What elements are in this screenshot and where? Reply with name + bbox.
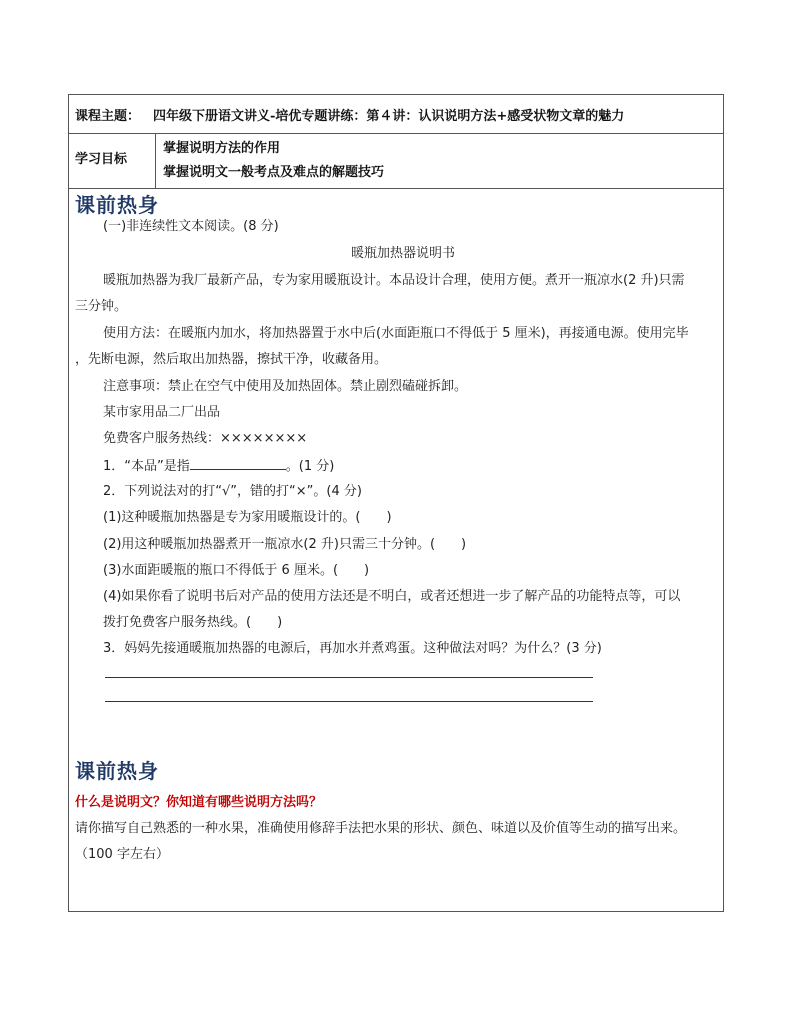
header-divider [69, 133, 723, 134]
manual-title: 暖瓶加热器说明书 [351, 246, 456, 261]
question-1 [103, 457, 334, 475]
manual-para2-line1: 使用方法：在暖瓶内加水，将加热器置于水中后(水面距瓶口不得低于 5 厘米)，再接通电源。使用完毕 [103, 326, 689, 341]
question-1-blank[interactable] [190, 457, 286, 470]
question-2-item-4-line2: 拨打免费客户服务热线。( ) [103, 615, 283, 630]
manual-para2-line2: ，先断电源，然后取出加热器，擦拭干净，收藏备用。 [75, 352, 388, 367]
lesson-document [68, 94, 724, 912]
question-1-suffix: 。(1 分) [285, 459, 335, 474]
topic-label: 课程主题： [75, 109, 141, 124]
question-2-item-2: (2)用这种暖瓶加热器煮开一瓶凉水(2 升)只需三十分钟。( ) [103, 537, 467, 552]
topic-value: 四年级下册语文讲义-培优专题讲练：第４讲：认识说明方法+感受状物文章的魅力 [153, 109, 625, 124]
reading-intro: (一)非连续性文本阅读。(8 分) [103, 219, 279, 234]
goal-item-1: 掌握说明方法的作用 [163, 141, 281, 156]
goal-label: 学习目标 [75, 152, 128, 167]
question-2-item-1: (1)这种暖瓶加热器是专为家用暖瓶设计的。( ) [103, 510, 392, 525]
section-heading-warmup-2: 课前热身 [75, 759, 159, 783]
manual-para1-line2: 三分钟。 [75, 299, 128, 314]
writing-task-line2: （100 字左右） [75, 847, 169, 862]
goal-item-2: 掌握说明文一般考点及难点的解题技巧 [163, 165, 385, 180]
manual-hotline: 免费客户服务热线：×××××××× [103, 431, 308, 446]
answer-line-2[interactable] [105, 701, 593, 702]
goal-divider [69, 188, 723, 189]
question-1-prefix: 1．“本品”是指 [103, 459, 190, 474]
goal-column-divider [155, 133, 156, 188]
manual-para1-line1: 暖瓶加热器为我厂最新产品，专为家用暖瓶设计。本品设计合理，使用方便。煮开一瓶凉水(2 升)只需 [103, 273, 685, 288]
writing-task-line1: 请你描写自己熟悉的一种水果，准确使用修辞手法把水果的形状、颜色、味道以及价值等生动的描写出来。 [75, 821, 687, 836]
question-3: 3．妈妈先接通暖瓶加热器的电源后，再加水并煮鸡蛋。这种做法对吗？为什么？(3 分) [103, 641, 602, 656]
explanatory-text-question: 什么是说明文？你知道有哪些说明方法吗？ [75, 795, 323, 810]
section-heading-warmup-1: 课前热身 [75, 193, 159, 217]
question-2-item-3: (3)水面距暖瓶的瓶口不得低于 6 厘米。( ) [103, 563, 370, 578]
question-2-item-4-line1: (4)如果你看了说明书后对产品的使用方法还是不明白，或者还想进一步了解产品的功能特点等，可以 [103, 589, 681, 604]
manual-note: 注意事项：禁止在空气中使用及加热固体。禁止剧烈磕碰拆卸。 [103, 379, 468, 394]
question-2: 2．下列说法对的打“√”，错的打“×”。(4 分) [103, 484, 362, 499]
answer-line-1[interactable] [105, 677, 593, 678]
manual-maker: 某市家用品二厂出品 [103, 405, 221, 420]
